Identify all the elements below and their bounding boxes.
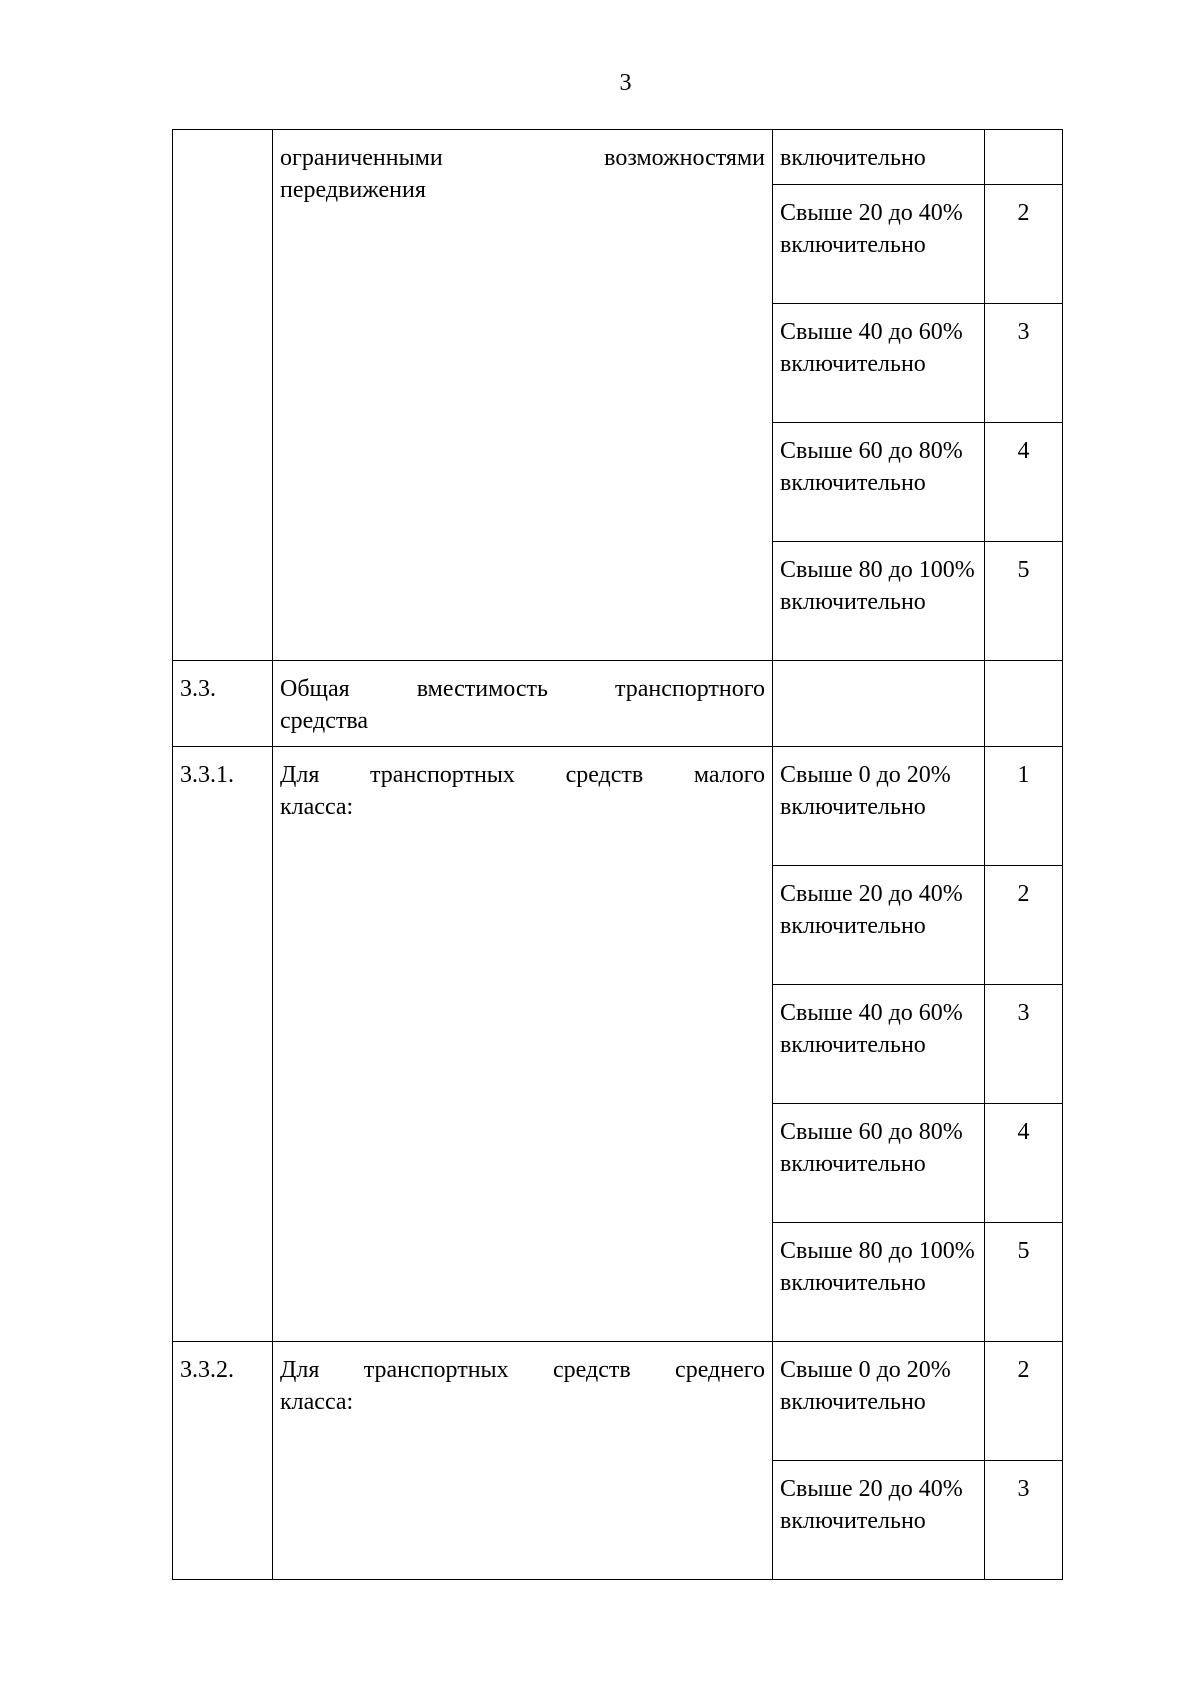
table-row <box>173 130 1063 185</box>
criteria-table <box>172 129 1063 1580</box>
range-cell <box>773 661 985 747</box>
range-cell: Свыше 80 до 100% включительно <box>773 1223 985 1342</box>
range-cell: Свыше 40 до 60% включительно <box>773 304 985 423</box>
range-cell: включительно <box>773 130 985 185</box>
range-cell: Свыше 60 до 80% включительно <box>773 423 985 542</box>
description-line: Для транспортных средств малого <box>280 762 765 788</box>
description-cell <box>273 1342 773 1580</box>
description-cell <box>273 130 773 661</box>
range-cell: Свыше 20 до 40% включительно <box>773 185 985 304</box>
range-cell: Свыше 40 до 60% включительно <box>773 985 985 1104</box>
description-line: передвижения <box>280 177 426 203</box>
number-cell <box>173 130 273 661</box>
score-cell: 1 <box>985 747 1063 866</box>
description-line: ограниченными возможностями <box>280 145 765 171</box>
range-cell: Свыше 60 до 80% включительно <box>773 1104 985 1223</box>
range-cell: Свыше 0 до 20% включительно <box>773 747 985 866</box>
score-cell: 3 <box>985 985 1063 1104</box>
table-row <box>173 747 1063 866</box>
score-cell: 4 <box>985 423 1063 542</box>
description-cell <box>273 747 773 1342</box>
range-cell: Свыше 20 до 40% включительно <box>773 1461 985 1580</box>
description-line: средства <box>280 708 369 734</box>
description-line: класса: <box>280 1389 354 1415</box>
score-cell: 4 <box>985 1104 1063 1223</box>
score-cell <box>985 661 1063 747</box>
score-cell: 2 <box>985 185 1063 304</box>
score-cell: 5 <box>985 1223 1063 1342</box>
description-line: класса: <box>280 794 354 820</box>
number-cell: 3.3.2. <box>173 1342 273 1580</box>
table-row <box>173 661 1063 747</box>
range-cell: Свыше 80 до 100% включительно <box>773 542 985 661</box>
description-line: Для транспортных средств среднего <box>280 1357 765 1383</box>
score-cell: 3 <box>985 1461 1063 1580</box>
score-cell <box>985 130 1063 185</box>
score-cell: 2 <box>985 866 1063 985</box>
number-cell: 3.3.1. <box>173 747 273 1342</box>
number-cell: 3.3. <box>173 661 273 747</box>
range-cell: Свыше 20 до 40% включительно <box>773 866 985 985</box>
score-cell: 3 <box>985 304 1063 423</box>
range-cell: Свыше 0 до 20% включительно <box>773 1342 985 1461</box>
score-cell: 5 <box>985 542 1063 661</box>
table-row <box>173 1342 1063 1461</box>
description-line: Общая вместимость транспортного <box>280 676 765 702</box>
score-cell: 2 <box>985 1342 1063 1461</box>
page-number: 3 <box>619 70 632 96</box>
description-cell <box>273 661 773 747</box>
